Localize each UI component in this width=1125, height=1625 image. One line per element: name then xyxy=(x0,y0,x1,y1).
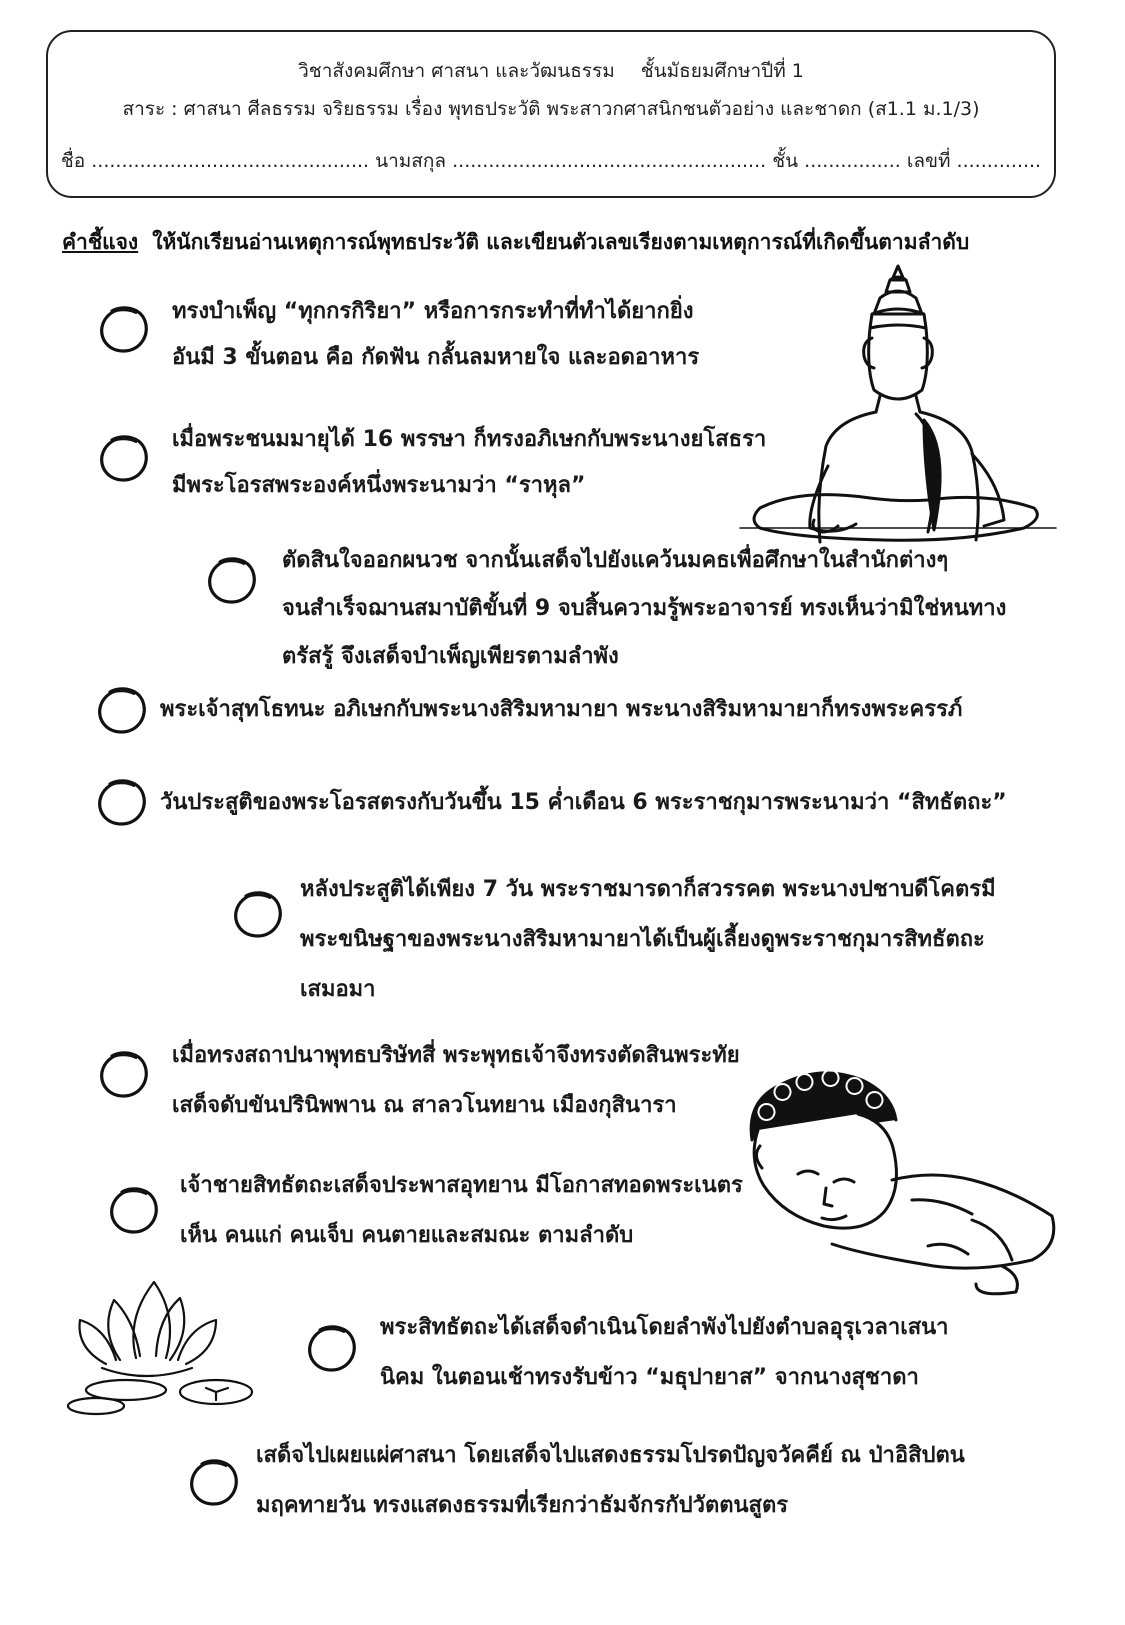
number-field[interactable]: .............. xyxy=(956,150,1042,172)
answer-circle-1[interactable] xyxy=(98,303,150,355)
event-text-9 xyxy=(380,1308,949,1398)
class-field[interactable]: ................ xyxy=(804,150,901,172)
event-3-line-2: จนสำเร็จฌานสมาบัติขั้นที่ 9 จบสิ้นความรู้พระอาจารย์ ทรงเห็นว่ามิใช่หนทาง xyxy=(282,596,1007,621)
event-2-line-2: มีพระโอรสพระองค์หนึ่งพระนามว่า “ราหุล” xyxy=(172,473,586,498)
event-6-line-2: พระขนิษฐาของพระนางสิริมหามายาได้เป็นผู้เลี้ยงดูพระราชกุมารสิทธัตถะ xyxy=(300,927,985,952)
instructions xyxy=(62,226,969,259)
event-10-line-2: มฤคทายวัน ทรงแสดงธรรมที่เรียกว่าธัมจักรกัปวัตตนสูตร xyxy=(256,1493,789,1518)
answer-circle-3[interactable] xyxy=(206,554,258,606)
event-6-line-1: หลังประสูติได้เพียง 7 วัน พระราชมารดาก็สวรรคต พระนางปชาบดีโคตรมี xyxy=(300,877,996,902)
event-7-line-2: เสด็จดับขันปรินิพพาน ณ สาลวโนทยาน เมืองกุสินารา xyxy=(172,1093,677,1118)
answer-circle-4[interactable] xyxy=(96,684,148,736)
answer-circle-6[interactable] xyxy=(232,888,284,940)
event-9-line-1: พระสิทธัตถะได้เสด็จดำเนินโดยลำพังไปยังตำบลอุรุเวลาเสนา xyxy=(380,1315,949,1340)
event-text-2 xyxy=(172,420,766,506)
answer-circle-9[interactable] xyxy=(306,1322,358,1374)
event-10-line-1: เสด็จไปเผยแผ่ศาสนา โดยเสด็จไปแสดงธรรมโปรดปัญจวัคคีย์ ณ ป่าอิสิปตน xyxy=(256,1443,965,1468)
surname-field[interactable]: .................................................... xyxy=(452,150,767,172)
event-8-line-2: เห็น คนแก่ คนเจ็บ คนตายและสมณะ ตามลำดับ xyxy=(180,1223,634,1248)
event-text-7 xyxy=(172,1036,740,1126)
student-info-line xyxy=(48,146,1054,176)
name-label: ชื่อ xyxy=(60,150,86,172)
answer-circle-8[interactable] xyxy=(108,1184,160,1236)
surname-label: นามสกุล xyxy=(375,150,447,172)
event-1-line-2: อันมี 3 ขั้นตอน คือ กัดฟัน กลั้นลมหายใจ และอดอาหาร xyxy=(172,345,700,370)
event-8-line-1: เจ้าชายสิทธัตถะเสด็จประพาสอุทยาน มีโอกาสทอดพระเนตร xyxy=(180,1173,743,1198)
event-text-10 xyxy=(256,1436,965,1526)
answer-circle-7[interactable] xyxy=(98,1048,150,1100)
name-field[interactable]: .............................................. xyxy=(91,150,370,172)
header-line-subject xyxy=(48,56,1054,86)
event-2-line-1: เมื่อพระชนมมายุได้ 16 พรรษา ก็ทรงอภิเษกกับพระนางยโสธรา xyxy=(172,427,767,452)
answer-circle-2[interactable] xyxy=(98,432,150,484)
event-text-8 xyxy=(180,1166,743,1256)
number-label: เลขที่ xyxy=(906,150,951,172)
event-text-5 xyxy=(160,783,1007,823)
grade-level: ชั้นมัธยมศึกษาปีที่ 1 xyxy=(640,60,804,82)
event-text-4 xyxy=(160,690,962,730)
reclining-buddha-illustration xyxy=(742,1070,1064,1302)
instructions-text: ให้นักเรียนอ่านเหตุการณ์พุทธประวัติ และเขียนตัวเลขเรียงตามเหตุการณ์ที่เกิดขึ้นตามลำดับ xyxy=(152,230,970,254)
answer-circle-5[interactable] xyxy=(96,776,148,828)
answer-circle-10[interactable] xyxy=(188,1456,240,1508)
event-1-line-1: ทรงบำเพ็ญ “ทุกกรกิริยา” หรือการกระทำที่ทำได้ยากยิ่ง xyxy=(172,299,694,324)
meditating-buddha-illustration xyxy=(740,258,1056,540)
strand-line: สาระ : ศาสนา ศีลธรรม จริยธรรม เรื่อง พุทธประวัติ พระสาวกศาสนิกชนตัวอย่าง และชาดก (ส1.1 ม.1/3) xyxy=(122,98,980,120)
event-3-line-3: ตรัสรู้ จึงเสด็จบำเพ็ญเพียรตามลำพัง xyxy=(282,644,619,669)
event-7-line-1: เมื่อทรงสถาปนาพุทธบริษัทสี่ พระพุทธเจ้าจึงทรงตัดสินพระทัย xyxy=(172,1043,740,1068)
event-text-3 xyxy=(282,541,1006,677)
event-5-line-1: วันประสูติของพระโอรสตรงกับวันขึ้น 15 ค่ำเดือน 6 พระราชกุมารพระนามว่า “สิทธัตถะ” xyxy=(160,790,1007,815)
instructions-label: คำชี้แจง xyxy=(62,230,139,254)
lotus-flower-illustration xyxy=(66,1272,256,1416)
event-3-line-1: ตัดสินใจออกผนวช จากนั้นเสด็จไปยังแคว้นมคธเพื่อศึกษาในสำนักต่างๆ xyxy=(282,548,949,573)
event-4-line-1: พระเจ้าสุทโธทนะ อภิเษกกับพระนางสิริมหามายา พระนางสิริมหามายาก็ทรงพระครรภ์ xyxy=(160,697,963,722)
event-9-line-2: นิคม ในตอนเช้าทรงรับข้าว “มธุปายาส” จากนางสุชาดา xyxy=(380,1365,919,1390)
event-text-1 xyxy=(172,292,699,378)
event-6-line-3: เสมอมา xyxy=(300,977,376,1002)
worksheet-header xyxy=(46,30,1056,198)
event-text-6 xyxy=(300,870,996,1010)
class-label: ชั้น xyxy=(772,150,799,172)
subject-title: วิชาสังคมศึกษา ศาสนา และวัฒนธรรม xyxy=(298,60,615,82)
